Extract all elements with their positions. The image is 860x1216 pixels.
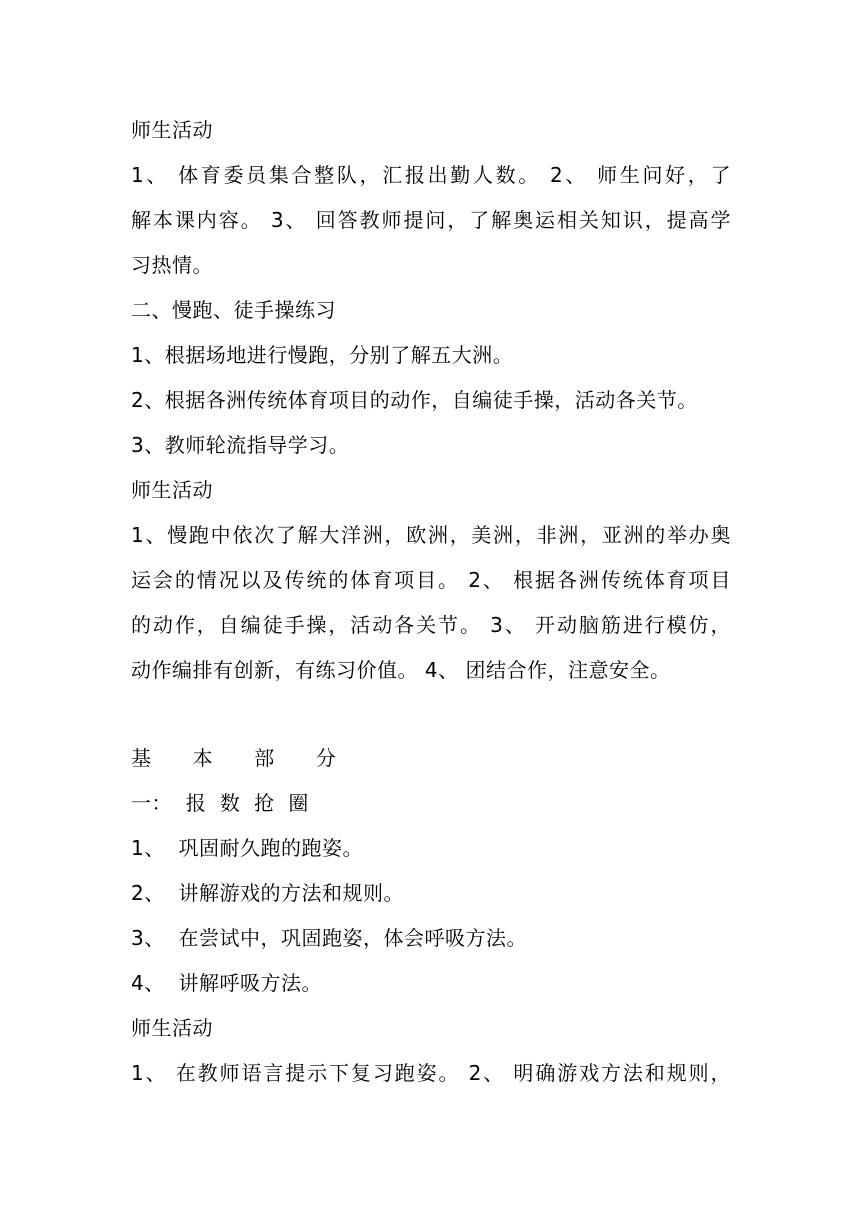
list-item: 1、根据场地进行慢跑，分别了解五大洲。 [131,343,514,367]
paragraph-line: 的动作，自编徒手操，活动各关节。 3、 开动脑筋进行模仿， [131,613,731,637]
paragraph-line: 习热情。 [131,253,213,277]
paragraph-line: 1、 在教师语言提示下复习跑姿。 2、 明确游戏方法和规则， [131,1061,731,1085]
paragraph-line: 运会的情况以及传统的体育项目。 2、 根据各洲传统体育项目 [131,568,731,592]
section-heading: 一： 报 数 抢 圈 [131,791,309,815]
list-item: 2、根据各洲传统体育项目的动作，自编徒手操，活动各关节。 [131,388,698,412]
section-heading: 师生活动 [131,1016,213,1040]
list-item: 2、 讲解游戏的方法和规则。 [131,881,404,905]
list-item: 1、 巩固耐久跑的跑姿。 [131,836,363,860]
section-heading: 师生活动 [131,118,213,142]
part-heading: 基 本 部 分 [131,746,337,770]
paragraph-line: 动作编排有创新，有练习价值。 4、 团结合作，注意安全。 [131,658,671,682]
paragraph-line: 1、慢跑中依次了解大洋洲，欧洲，美洲，非洲，亚洲的举办奥 [131,523,731,547]
paragraph-line: 1、 体育委员集合整队，汇报出勤人数。 2、 师生问好，了 [131,163,731,187]
document-page [131,108,731,1096]
section-heading: 师生活动 [131,478,213,502]
section-heading: 二、慢跑、徒手操练习 [131,298,336,322]
list-item: 3、 在尝试中，巩固跑姿，体会呼吸方法。 [131,926,527,950]
list-item: 3、教师轮流指导学习。 [131,433,350,457]
list-item: 4、 讲解呼吸方法。 [131,971,322,995]
paragraph-line: 解本课内容。 3、 回答教师提问，了解奥运相关知识，提高学 [131,208,731,232]
blank-spacer [131,693,731,736]
